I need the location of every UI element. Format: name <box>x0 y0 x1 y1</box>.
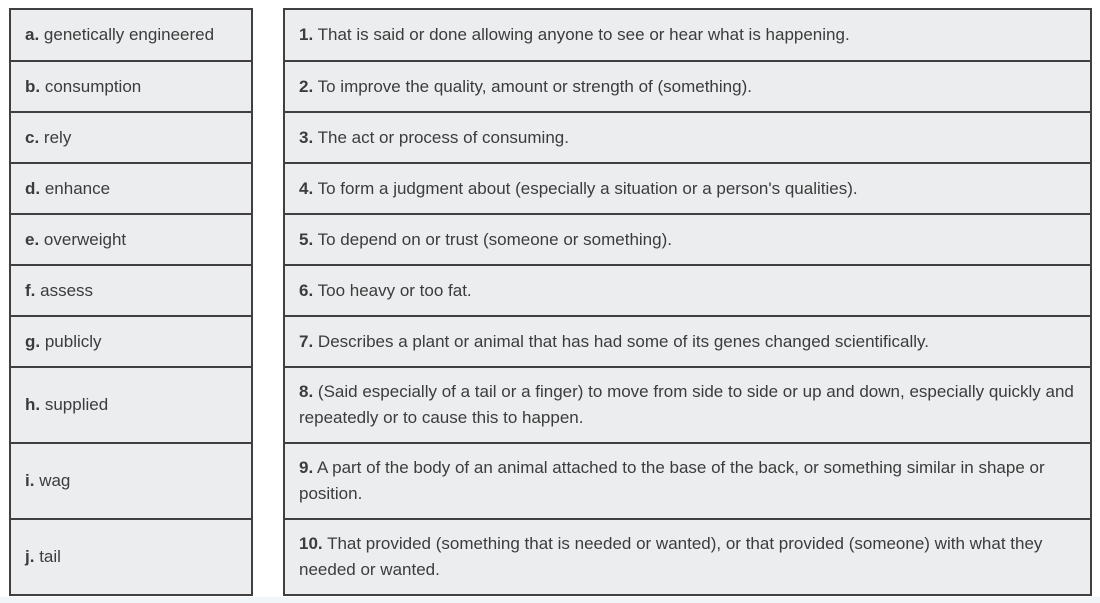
term-word: overweight <box>43 229 127 249</box>
term-row <box>11 60 251 111</box>
definition-number: 1. <box>299 25 314 44</box>
term-word: genetically engineered <box>43 25 215 44</box>
term-letter: j. <box>25 547 35 566</box>
definition-number: 2. <box>299 76 314 96</box>
term-word: wag <box>39 471 71 490</box>
term-text <box>11 176 124 202</box>
definition-number: 4. <box>299 178 314 198</box>
definition-body: Describes a plant or animal that has had some of its genes changed scientifically. <box>317 331 929 351</box>
term-row <box>11 264 251 315</box>
term-text <box>11 329 116 355</box>
term-text <box>11 22 228 48</box>
term-word: publicly <box>44 331 102 351</box>
term-letter: d. <box>25 178 41 198</box>
term-letter: f. <box>25 280 36 300</box>
term-word: assess <box>40 280 94 300</box>
definition-number: 6. <box>299 280 314 300</box>
definition-text <box>285 74 766 100</box>
definition-number: 10. <box>299 534 323 553</box>
term-row <box>11 518 251 594</box>
page-bottom-strip <box>0 597 1100 603</box>
definition-row <box>285 315 1090 366</box>
term-text <box>11 544 75 570</box>
term-text <box>11 227 140 253</box>
definition-body: (Said especially of a tail or a finger) to move from side to side or up and down, especially quickly and repeatedly or to cause this to happen. <box>299 382 1074 427</box>
definition-body: That provided (something that is needed or wanted), or that provided (someone) with what they needed or wanted. <box>299 534 1043 579</box>
term-letter: a. <box>25 25 40 44</box>
definition-row <box>285 213 1090 264</box>
term-row <box>11 162 251 213</box>
definition-text <box>285 176 872 202</box>
term-word: supplied <box>44 395 109 414</box>
definition-number: 7. <box>299 331 314 351</box>
matching-exercise <box>9 8 1092 596</box>
term-row <box>11 213 251 264</box>
term-row <box>11 315 251 366</box>
term-text <box>11 392 122 418</box>
definition-row <box>285 442 1090 518</box>
definition-body: To depend on or trust (someone or something). <box>317 229 672 249</box>
definitions-table <box>283 8 1092 596</box>
definition-text <box>285 125 583 151</box>
term-word: tail <box>39 547 61 566</box>
definition-text <box>285 329 943 355</box>
definition-number: 8. <box>299 382 314 401</box>
definition-row <box>285 111 1090 162</box>
term-word: enhance <box>44 178 111 198</box>
term-row <box>11 111 251 162</box>
term-letter: h. <box>25 395 41 414</box>
definition-body: To form a judgment about (especially a situation or a person's qualities). <box>317 178 858 198</box>
term-row <box>11 10 251 60</box>
term-text <box>11 468 84 494</box>
term-row <box>11 442 251 518</box>
definition-text <box>285 379 1090 431</box>
terms-table <box>9 8 253 596</box>
definition-text <box>285 227 686 253</box>
definition-body: To improve the quality, amount or strength of (something). <box>317 76 752 96</box>
term-text <box>11 125 85 151</box>
definition-row <box>285 366 1090 442</box>
definition-number: 9. <box>299 458 314 477</box>
term-letter: e. <box>25 229 40 249</box>
term-word: rely <box>43 127 72 147</box>
definition-text <box>285 278 486 304</box>
term-letter: i. <box>25 471 35 490</box>
definition-row <box>285 162 1090 213</box>
definition-text <box>285 531 1090 583</box>
term-letter: b. <box>25 76 41 96</box>
definition-number: 5. <box>299 229 314 249</box>
term-letter: c. <box>25 127 40 147</box>
definition-text <box>285 22 864 48</box>
term-letter: g. <box>25 331 41 351</box>
definition-row <box>285 10 1090 60</box>
definition-row <box>285 518 1090 594</box>
term-row <box>11 366 251 442</box>
definition-body: The act or process of consuming. <box>317 127 569 147</box>
definition-body: A part of the body of an animal attached to the base of the back, or something similar in shape or position. <box>299 458 1045 503</box>
definition-text <box>285 455 1090 507</box>
definition-body: That is said or done allowing anyone to see or hear what is happening. <box>317 25 850 44</box>
definition-row <box>285 264 1090 315</box>
definition-body: Too heavy or too fat. <box>317 280 472 300</box>
definition-number: 3. <box>299 127 314 147</box>
term-text <box>11 74 155 100</box>
definition-row <box>285 60 1090 111</box>
term-text <box>11 278 107 304</box>
term-word: consumption <box>44 76 142 96</box>
